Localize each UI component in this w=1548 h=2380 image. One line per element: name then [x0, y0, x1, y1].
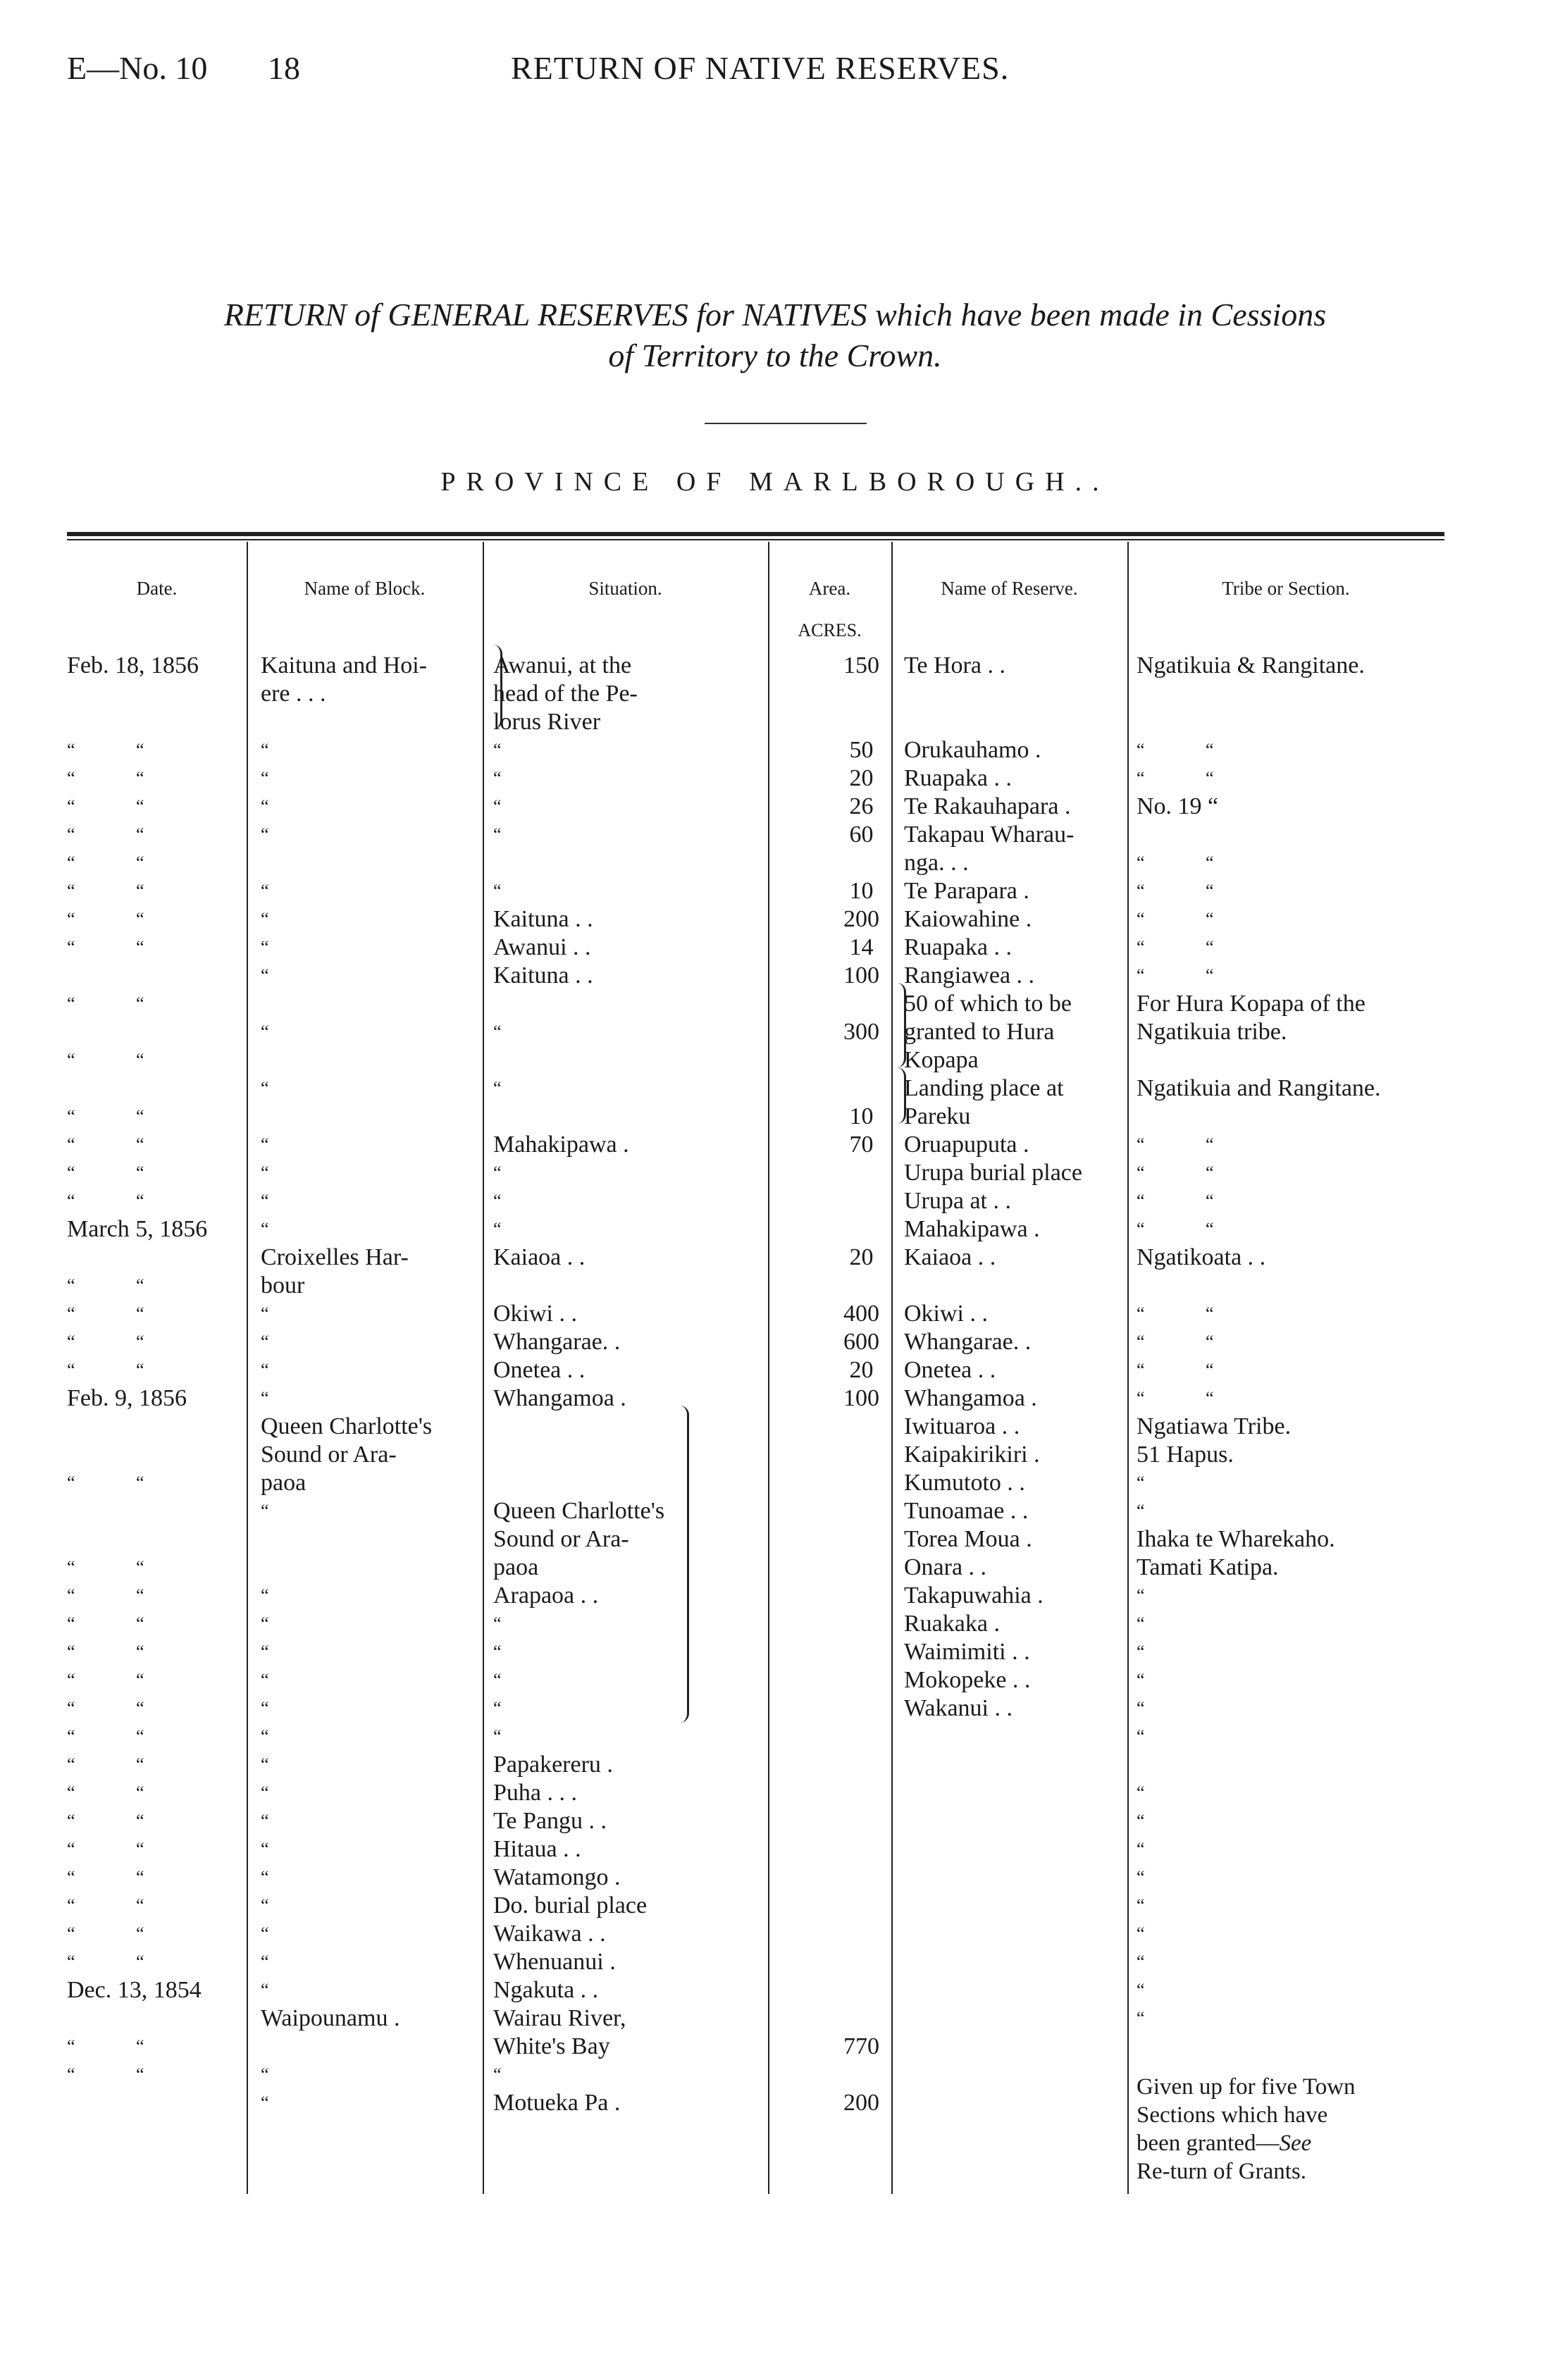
cell-situation: Puha . . .: [493, 1780, 577, 1806]
cell-block: ere . . .: [261, 681, 326, 707]
note-line: Sections which have: [1137, 2102, 1328, 2128]
cell-reserve: Mokopeke . .: [904, 1667, 1031, 1693]
cell-situation: lorus River: [493, 709, 601, 735]
cell-date: “ “: [67, 796, 173, 817]
cell-area: 20: [849, 765, 874, 791]
cell-block: “: [261, 2093, 297, 2113]
cell-tribe: “ “: [1137, 881, 1242, 901]
cell-situation: “: [493, 2064, 530, 2085]
cell-area: 10: [849, 878, 874, 904]
cell-date: “ “: [67, 1360, 173, 1380]
cell-situation: “: [493, 796, 530, 817]
cell-date: Dec. 13, 1854: [67, 1977, 202, 2003]
cell-reserve: Onetea . .: [904, 1357, 996, 1383]
cell-tribe: “: [1137, 1867, 1173, 1888]
cell-area: 70: [849, 1132, 874, 1158]
cell-tribe: Ngatikuia tribe.: [1137, 1019, 1287, 1045]
cell-block: “: [261, 1219, 297, 1239]
cell-area: 100: [843, 962, 879, 988]
title-line-1: RETURN of GENERAL RESERVES for NATIVES which have been made in Cessions: [223, 297, 1327, 333]
cell-tribe: “: [1137, 1811, 1173, 1831]
cell-block: “: [261, 1811, 297, 1831]
cell-tribe: “ “: [1137, 1134, 1242, 1155]
cell-situation: Papakereru .: [493, 1752, 613, 1778]
cell-situation: Whangamoa .: [493, 1385, 626, 1411]
cell-block: “: [261, 1613, 297, 1634]
cell-situation: “: [493, 1078, 530, 1098]
cell-area: 600: [843, 1329, 879, 1355]
cell-tribe: “ “: [1137, 1303, 1242, 1324]
cell-situation: “: [493, 1698, 530, 1718]
cell-block: “: [261, 1952, 297, 1972]
cell-situation: Waikawa . .: [493, 1921, 606, 1947]
cell-date: March 5, 1856: [67, 1216, 208, 1242]
cell-tribe: “: [1137, 1895, 1173, 1916]
cell-tribe: “ “: [1137, 1360, 1242, 1380]
cell-area: 200: [843, 906, 879, 932]
cell-area: 300: [843, 1019, 879, 1045]
cell-reserve: Wakanui . .: [904, 1695, 1013, 1721]
cell-block: “: [261, 1163, 297, 1183]
cell-tribe: “ “: [1137, 1332, 1242, 1352]
cell-date: “ “: [67, 1923, 173, 1944]
cell-date: “ “: [67, 768, 173, 788]
cell-block: “: [261, 1360, 297, 1380]
cell-area: 20: [849, 1357, 874, 1383]
cell-block: “: [261, 740, 297, 760]
cell-date: “ “: [67, 1163, 173, 1183]
cell-situation: Kaituna . .: [493, 962, 593, 988]
cell-date: “ “: [67, 1473, 173, 1493]
note-line: been granted—See: [1137, 2131, 1312, 2156]
cell-date: “ “: [67, 881, 173, 901]
column-header-area: Area.: [808, 577, 851, 599]
cell-situation: “: [493, 1219, 530, 1239]
cell-date: Feb. 18, 1856: [67, 652, 199, 678]
cell-block: “: [261, 1642, 297, 1662]
cell-tribe: “: [1137, 1839, 1173, 1859]
cell-date: “ “: [67, 824, 173, 845]
cell-tribe: “: [1137, 1613, 1173, 1634]
cell-tribe: “: [1137, 1501, 1173, 1521]
cell-tribe: Ngatikoata . .: [1137, 1244, 1266, 1270]
cell-block: “: [261, 824, 297, 845]
cell-reserve: Te Rakauhapara .: [904, 793, 1071, 819]
cell-date: “ “: [67, 2036, 173, 2057]
cell-area: 400: [843, 1301, 879, 1327]
cell-situation: White's Bay: [493, 2033, 610, 2059]
column-header-date: Date.: [136, 577, 178, 599]
cell-situation: Ngakuta . .: [493, 1977, 599, 2003]
cell-block: Waipounamu .: [261, 2005, 400, 2031]
table-top-rule: [67, 532, 1444, 536]
cell-situation: Mahakipawa .: [493, 1132, 629, 1158]
cell-situation: “: [493, 1163, 530, 1183]
cell-situation: “: [493, 1670, 530, 1690]
column-divider: [247, 542, 248, 2194]
cell-situation: Onetea . .: [493, 1357, 586, 1383]
cell-reserve: Urupa burial place: [904, 1160, 1082, 1186]
cell-block: “: [261, 1670, 297, 1690]
cell-reserve: Takapuwahia .: [904, 1582, 1044, 1609]
cell-reserve: Kumutoto . .: [904, 1470, 1025, 1496]
cell-tribe: 51 Hapus.: [1137, 1442, 1234, 1468]
cell-tribe: “: [1137, 1473, 1173, 1493]
cell-area: 100: [843, 1385, 879, 1411]
cell-block: “: [261, 1726, 297, 1747]
cell-tribe: “: [1137, 1980, 1173, 2000]
cell-tribe: “: [1137, 1585, 1173, 1606]
cell-reserve: Ruapaka . .: [904, 765, 1012, 791]
cell-date: “ “: [67, 853, 173, 873]
cell-tribe: “ “: [1137, 853, 1242, 873]
page-number: 18: [268, 50, 300, 86]
cell-situation: Awanui . .: [493, 934, 591, 960]
cell-tribe: “ “: [1137, 909, 1242, 929]
title-line-2: of Territory to the Crown.: [608, 337, 942, 373]
cell-reserve: Okiwi . .: [904, 1301, 988, 1327]
cell-situation: Arapaoa . .: [493, 1582, 599, 1609]
cell-block: “: [261, 1895, 297, 1916]
cell-tribe: “ “: [1137, 1163, 1242, 1183]
cell-tribe: “ “: [1137, 1388, 1242, 1408]
cell-block: “: [261, 768, 297, 788]
cell-tribe: “: [1137, 1726, 1173, 1747]
cell-tribe: Ngatiawa Tribe.: [1137, 1413, 1292, 1439]
cell-block: Croixelles Har-: [261, 1244, 409, 1270]
cell-date: “ “: [67, 1613, 173, 1634]
cell-situation: Queen Charlotte's: [493, 1498, 665, 1524]
cell-situation: Motueka Pa .: [493, 2090, 621, 2116]
cell-date: “ “: [67, 1275, 173, 1296]
cell-reserve: Kaiowahine .: [904, 906, 1032, 932]
cell-area: 50: [849, 737, 874, 763]
cell-block: “: [261, 1388, 297, 1408]
reserves-table: [67, 532, 1444, 2195]
cell-tribe: “ “: [1137, 1219, 1242, 1239]
cell-area: 26: [849, 793, 874, 819]
cell-tribe: “: [1137, 1698, 1173, 1718]
column-header-reserve: Name of Reserve.: [941, 577, 1078, 599]
cell-block: “: [261, 2064, 297, 2085]
cell-situation: Whangarae. .: [493, 1329, 621, 1355]
title-divider: [705, 423, 867, 424]
cell-situation: “: [493, 881, 530, 901]
cell-tribe: Ngatikuia & Rangitane.: [1137, 652, 1365, 678]
cell-situation: Okiwi . .: [493, 1301, 577, 1327]
cell-area: 10: [849, 1103, 874, 1129]
cell-block: Sound or Ara-: [261, 1442, 397, 1468]
cell-date: “ “: [67, 1642, 173, 1662]
cell-reserve: Tunoamae . .: [904, 1498, 1029, 1524]
cell-reserve: Iwituaroa . .: [904, 1413, 1020, 1439]
column-header-tribe: Tribe or Section.: [1222, 577, 1350, 599]
cell-area: 14: [849, 934, 874, 960]
cell-situation: Awanui, at the: [493, 652, 632, 678]
cell-block: “: [261, 1923, 297, 1944]
cell-block: “: [261, 1980, 297, 2000]
cell-area: 150: [843, 652, 879, 678]
cell-date: “ “: [67, 1670, 173, 1690]
cell-area: 200: [843, 2090, 879, 2116]
cell-reserve: Ruakaka .: [904, 1611, 1000, 1637]
cell-date: “ “: [67, 1754, 173, 1775]
cell-date: “ “: [67, 1557, 173, 1578]
cell-block: “: [261, 1501, 297, 1521]
cell-tribe: “ “: [1137, 740, 1242, 760]
cell-block: “: [261, 1078, 297, 1098]
cell-reserve: Urupa at . .: [904, 1188, 1012, 1214]
cell-date: “ “: [67, 993, 173, 1014]
cell-tribe: Ngatikuia and Rangitane.: [1137, 1075, 1381, 1101]
cell-block: “: [261, 965, 297, 986]
cell-block: “: [261, 1191, 297, 1211]
cell-reserve: Landing place at: [904, 1075, 1064, 1101]
cell-reserve: Waimimiti . .: [904, 1639, 1030, 1665]
cell-block: “: [261, 1134, 297, 1155]
cell-situation: “: [493, 1726, 530, 1747]
document-id: E—No. 10: [67, 50, 208, 86]
cell-reserve: Mahakipawa .: [904, 1216, 1040, 1242]
cell-reserve: Te Parapara .: [904, 878, 1029, 904]
cell-date: “ “: [67, 1839, 173, 1859]
footnote-given-up: [1137, 2073, 1444, 2186]
cell-block: “: [261, 937, 297, 957]
cell-reserve: Rangiawea . .: [904, 962, 1035, 988]
column-header-situation: Situation.: [588, 577, 662, 599]
cell-block: paoa: [261, 1470, 306, 1496]
cell-block: “: [261, 1332, 297, 1352]
cell-reserve: Te Hora . .: [904, 652, 1005, 678]
cell-situation: Do. burial place: [493, 1892, 648, 1919]
cell-tribe: “ “: [1137, 937, 1242, 957]
cell-reserve: Kaipakirikiri .: [904, 1442, 1040, 1468]
document-title: [67, 295, 1483, 376]
cell-situation: Sound or Ara-: [493, 1526, 629, 1552]
cell-situation: head of the Pe-: [493, 681, 638, 707]
cell-block: “: [261, 881, 297, 901]
cell-reserve: Kaiaoa . .: [904, 1244, 996, 1270]
cell-reserve: Oruapuputa .: [904, 1132, 1029, 1158]
cell-situation: Kaituna . .: [493, 906, 593, 932]
page-header: [67, 49, 1483, 99]
cell-date: Feb. 9, 1856: [67, 1385, 187, 1411]
cell-area: 60: [849, 822, 874, 848]
cell-tribe: “: [1137, 2008, 1173, 2028]
cell-tribe: Ihaka te Wharekaho.: [1137, 1526, 1335, 1552]
cell-date: “ “: [67, 1783, 173, 1803]
cell-date: “ “: [67, 909, 173, 929]
cell-date: “ “: [67, 1585, 173, 1606]
cell-date: “ “: [67, 1106, 173, 1127]
cell-block: “: [261, 1303, 297, 1324]
cell-date: “ “: [67, 1332, 173, 1352]
table-top-rule-thin: [67, 539, 1444, 540]
cell-reserve: Torea Moua .: [904, 1526, 1032, 1552]
cell-date: “ “: [67, 1134, 173, 1155]
cell-tribe: No. 19 “: [1137, 793, 1219, 819]
cell-reserve: Takapau Wharau-: [904, 822, 1075, 848]
province-heading: PROVINCE OF MARLBOROUGH..: [440, 467, 1110, 497]
cell-reserve: granted to Hura: [904, 1019, 1055, 1045]
cell-situation: Te Pangu . .: [493, 1808, 607, 1834]
cell-tribe: “: [1137, 1783, 1173, 1803]
cell-reserve: 50 of which to be: [904, 991, 1072, 1017]
cell-block: “: [261, 909, 297, 929]
cell-date: “ “: [67, 2064, 173, 2085]
cell-tribe: “ “: [1137, 1191, 1242, 1211]
cell-situation: “: [493, 1022, 530, 1042]
cell-situation: Watamongo .: [493, 1864, 621, 1890]
cell-block: Kaituna and Hoi-: [261, 652, 428, 678]
cell-situation: Kaiaoa . .: [493, 1244, 586, 1270]
cell-date: “ “: [67, 1726, 173, 1747]
cell-block: “: [261, 796, 297, 817]
cell-date: “ “: [67, 1895, 173, 1916]
cell-tribe: “ “: [1137, 768, 1242, 788]
cell-tribe: “ “: [1137, 965, 1242, 986]
cell-situation: “: [493, 824, 530, 845]
cell-reserve: Whangarae. .: [904, 1329, 1032, 1355]
area-unit-label: ACRES.: [798, 620, 862, 640]
cell-tribe: “: [1137, 1670, 1173, 1690]
cell-reserve: Onara . .: [904, 1554, 987, 1580]
cell-tribe: “: [1137, 1642, 1173, 1662]
cell-block: “: [261, 1783, 297, 1803]
cell-date: “ “: [67, 1811, 173, 1831]
cell-reserve: Orukauhamo .: [904, 737, 1041, 763]
cell-reserve: Kopapa: [904, 1047, 979, 1073]
cell-reserve: Whangamoa .: [904, 1385, 1037, 1411]
cell-block: “: [261, 1754, 297, 1775]
cell-situation: “: [493, 1191, 530, 1211]
cell-block: “: [261, 1585, 297, 1606]
cell-situation: paoa: [493, 1554, 539, 1580]
column-header-block: Name of Block.: [304, 577, 426, 599]
cell-date: “ “: [67, 740, 173, 760]
cell-date: “ “: [67, 1698, 173, 1718]
cell-situation: “: [493, 740, 530, 760]
cell-date: “ “: [67, 1050, 173, 1070]
note-see: See: [1279, 2131, 1312, 2156]
cell-date: “ “: [67, 1191, 173, 1211]
running-title: RETURN OF NATIVE RESERVES.: [511, 50, 1010, 86]
cell-tribe: “: [1137, 1952, 1173, 1972]
cell-area: 770: [843, 2033, 879, 2059]
cell-reserve: Ruapaka . .: [904, 934, 1012, 960]
cell-tribe: For Hura Kopapa of the: [1137, 991, 1366, 1017]
cell-reserve: Pareku: [904, 1103, 971, 1129]
note-line: Re-turn of Grants.: [1137, 2159, 1307, 2184]
cell-block: Queen Charlotte's: [261, 1413, 433, 1439]
cell-block: “: [261, 1839, 297, 1859]
cell-block: “: [261, 1867, 297, 1888]
cell-block: “: [261, 1698, 297, 1718]
cell-situation: Hitaua . .: [493, 1836, 581, 1862]
cell-area: 20: [849, 1244, 874, 1270]
cell-date: “ “: [67, 1867, 173, 1888]
cell-date: “ “: [67, 1303, 173, 1324]
cell-situation: “: [493, 768, 530, 788]
cell-situation: “: [493, 1613, 530, 1634]
cell-date: “ “: [67, 1952, 173, 1972]
note-line: Given up for five Town: [1137, 2074, 1356, 2100]
cell-situation: “: [493, 1642, 530, 1662]
cell-block: bour: [261, 1272, 305, 1299]
cell-block: “: [261, 1022, 297, 1042]
cell-date: “ “: [67, 937, 173, 957]
cell-situation: Whenuanui .: [493, 1949, 616, 1975]
cell-tribe: “: [1137, 1923, 1173, 1944]
cell-tribe: Tamati Katipa.: [1137, 1554, 1279, 1580]
cell-reserve: nga. . .: [904, 850, 969, 876]
cell-situation: Wairau River,: [493, 2005, 626, 2031]
